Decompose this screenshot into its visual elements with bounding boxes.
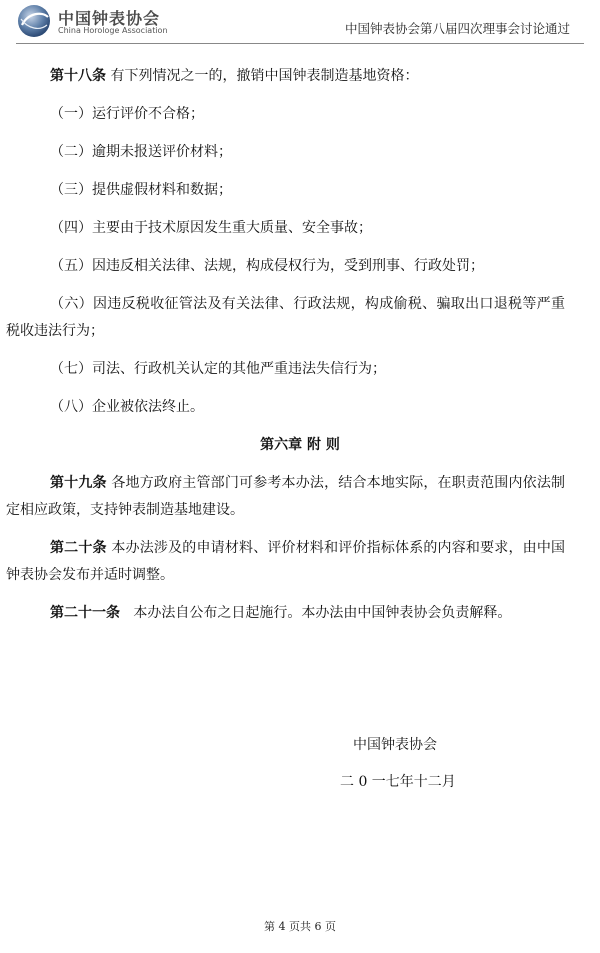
header-divider (16, 43, 584, 44)
article-18 (50, 63, 565, 90)
list-item: （五）因违反相关法律、法规，构成侵权行为，受到刑事、行政处罚； (50, 258, 484, 274)
list-item: （八）企业被依法终止。 (50, 399, 204, 415)
globe-logo-icon (16, 3, 52, 39)
signature-date: 二 0 一七年十二月 (340, 774, 456, 790)
signature-organization: 中国钟表协会 (353, 737, 437, 753)
article-19 (6, 459, 565, 524)
article-20 (6, 524, 565, 589)
list-item: （七）司法、行政机关认定的其他严重违法失信行为； (50, 361, 386, 377)
header-title: 中国钟表协会第八届四次理事会讨论通过 (344, 21, 570, 36)
association-logo (16, 3, 186, 39)
logo-chinese-name: 中国钟表协会 (58, 9, 161, 28)
article-20-text: 本办法涉及的申请材料、评价材料和评价指标体系的内容和要求，由中国钟表协会发布并适时调整。 (6, 540, 566, 583)
list-item: （一）运行评价不合格； (50, 106, 204, 122)
list-item: （四）主要由于技术原因发生重大质量、安全事故； (50, 220, 372, 236)
list-item: （六）因违反税收征管法及有关法律、行政法规，构成偷税、骗取出口退税等严重税收违法行为； (6, 296, 565, 339)
article-18-number: 第十八条 (50, 68, 106, 84)
page-header (0, 0, 600, 44)
page-number: 第 4 页共 6 页 (264, 920, 336, 933)
logo-english-name: China Horologe Association (58, 26, 168, 35)
article-21 (50, 589, 565, 627)
chapter-heading: 第六章 附 则 (260, 437, 340, 453)
document-body (6, 63, 566, 627)
article-21-number: 第二十一条 (50, 605, 120, 621)
article-18-text: 有下列情况之一的，撤销中国钟表制造基地资格： (110, 68, 419, 84)
list-item: （二）逾期未报送评价材料； (50, 144, 232, 160)
article-19-number: 第十九条 (50, 475, 107, 491)
article-19-text: 各地方政府主管部门可参考本办法，结合本地实际，在职责范围内依法制定相应政策，支持钟表制造基地建设。 (6, 475, 566, 518)
article-21-text: 本办法自公布之日起施行。本办法由中国钟表协会负责解释。 (133, 605, 512, 621)
article-20-number: 第二十条 (50, 540, 107, 556)
list-item: （三）提供虚假材料和数据； (50, 182, 232, 198)
